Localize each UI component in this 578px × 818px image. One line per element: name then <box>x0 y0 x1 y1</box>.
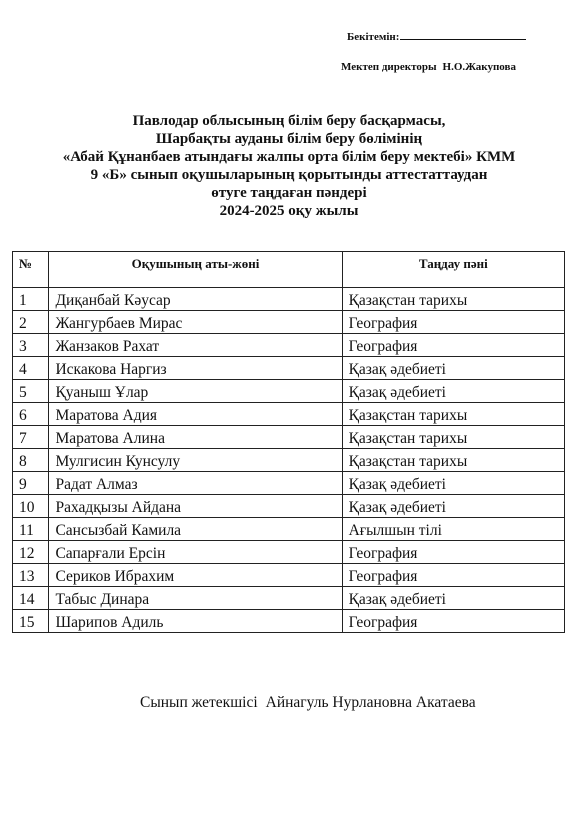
cell-subject: Қазақ әдебиеті <box>342 587 564 610</box>
cell-num: 2 <box>13 311 49 334</box>
table-row <box>13 380 565 403</box>
cell-subject: География <box>342 334 564 357</box>
cell-subject: Ағылшын тілі <box>342 518 564 541</box>
title-line: өтуге таңдаған пәндері <box>211 185 367 201</box>
cell-num: 11 <box>13 518 49 541</box>
title-line: Павлодар облысының білім беру басқармасы, <box>132 113 446 129</box>
table-row <box>13 449 565 472</box>
cell-subject: География <box>342 311 564 334</box>
cell-num: 13 <box>13 564 49 587</box>
cell-student-name: Рахадқызы Айдана <box>49 495 342 518</box>
cell-subject: Қазақ әдебиеті <box>342 357 564 380</box>
table-row <box>13 541 565 564</box>
cell-student-name: Маратова Адия <box>49 403 342 426</box>
table-row <box>13 334 565 357</box>
cell-subject: География <box>342 610 564 633</box>
table-row <box>13 311 565 334</box>
cell-num: 6 <box>13 403 49 426</box>
title-line: 9 «Б» сынып оқушыларының қорытынды аттестаттаудан <box>90 167 488 183</box>
cell-student-name: Диқанбай Кәусар <box>49 288 342 311</box>
cell-student-name: Сансызбай Камила <box>49 518 342 541</box>
table-header-row <box>13 252 565 288</box>
table-body <box>13 288 565 633</box>
cell-subject: Қазақстан тарихы <box>342 426 564 449</box>
cell-num: 4 <box>13 357 49 380</box>
cell-student-name: Сериков Ибрахим <box>49 564 342 587</box>
table-row <box>13 587 565 610</box>
cell-num: 10 <box>13 495 49 518</box>
cell-subject: Қазақ әдебиеті <box>342 472 564 495</box>
cell-subject: География <box>342 541 564 564</box>
cell-student-name: Шарипов Адиль <box>49 610 342 633</box>
cell-num: 5 <box>13 380 49 403</box>
cell-student-name: Қуаныш Ұлар <box>49 380 342 403</box>
cell-num: 15 <box>13 610 49 633</box>
cell-student-name: Табыс Динара <box>49 587 342 610</box>
cell-subject: Қазақстан тарихы <box>342 449 564 472</box>
cell-subject: Қазақстан тарихы <box>342 403 564 426</box>
cell-subject: Қазақстан тарихы <box>342 288 564 311</box>
table-row <box>13 426 565 449</box>
cell-student-name: Жанзаков Рахат <box>49 334 342 357</box>
cell-num: 9 <box>13 472 49 495</box>
teacher-role: Сынып жетекшісі <box>140 694 258 711</box>
cell-num: 7 <box>13 426 49 449</box>
table-row <box>13 357 565 380</box>
title-line: «Абай Құнанбаев атындағы жалпы орта білім беру мектебі» КММ <box>62 149 516 165</box>
cell-num: 3 <box>13 334 49 357</box>
title-line: Шарбақты ауданы білім беру бөлімінің <box>155 131 423 147</box>
director-position: Мектеп директоры <box>341 61 437 73</box>
cell-student-name: Сапарғали Ерсін <box>49 541 342 564</box>
cell-student-name: Радат Алмаз <box>49 472 342 495</box>
cell-num: 12 <box>13 541 49 564</box>
cell-subject: Қазақ әдебиеті <box>342 380 564 403</box>
students-table <box>12 251 565 633</box>
cell-student-name: Жангурбаев Мирас <box>49 311 342 334</box>
cell-student-name: Искакова Наргиз <box>49 357 342 380</box>
table-row <box>13 403 565 426</box>
cell-num: 14 <box>13 587 49 610</box>
table-row <box>13 495 565 518</box>
signature-line <box>400 30 526 40</box>
approval-line <box>347 30 526 43</box>
cell-subject: Қазақ әдебиеті <box>342 495 564 518</box>
title-line: 2024-2025 оқу жылы <box>219 203 359 219</box>
header-name: Оқушының аты-жөні <box>49 252 342 288</box>
teacher-name: Айнагуль Нурлановна Акатаева <box>265 694 476 711</box>
cell-subject: География <box>342 564 564 587</box>
cell-num: 1 <box>13 288 49 311</box>
document-title <box>0 112 578 220</box>
table-row <box>13 288 565 311</box>
approval-label: Бекітемін: <box>347 31 400 43</box>
class-teacher-line <box>140 694 476 712</box>
table-row <box>13 518 565 541</box>
header-num: № <box>13 252 49 288</box>
table-row <box>13 564 565 587</box>
table-row <box>13 472 565 495</box>
table-row <box>13 610 565 633</box>
director-line <box>341 61 516 73</box>
cell-student-name: Маратова Алина <box>49 426 342 449</box>
header-subject: Таңдау пәні <box>342 252 564 288</box>
cell-num: 8 <box>13 449 49 472</box>
director-name: Н.О.Жакупова <box>442 61 516 73</box>
cell-student-name: Мулгисин Кунсулу <box>49 449 342 472</box>
